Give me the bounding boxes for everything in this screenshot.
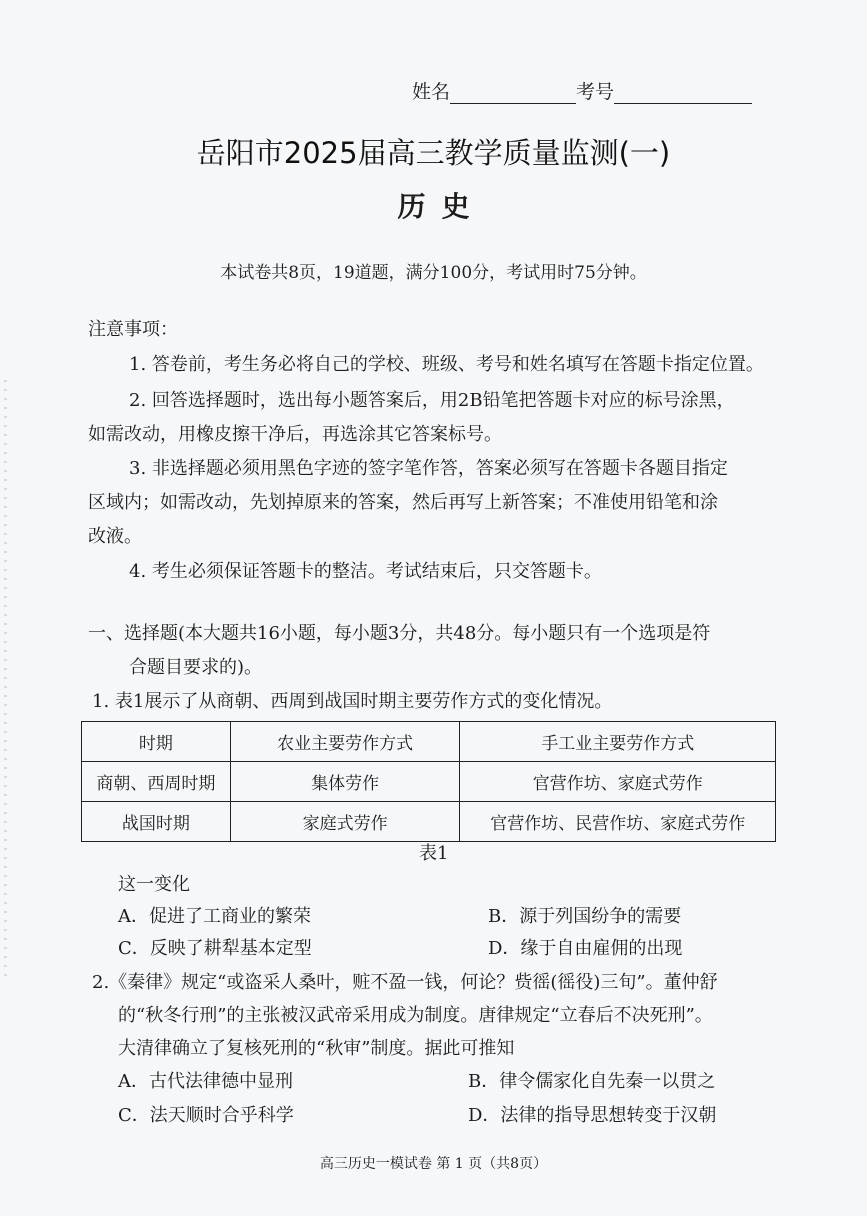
scan-edge-marks: [4, 380, 7, 980]
table-cell: 战国时期: [82, 802, 231, 842]
table-row: [82, 762, 776, 802]
notice-line-2a: 2. 回答选择题时，选出每小题答案后，用2B铅笔把答题卡对应的标号涂黑，: [129, 390, 735, 411]
notice-heading: 注意事项：: [88, 319, 178, 340]
exam-number-label: 考号: [576, 81, 615, 103]
question-2-option-d[interactable]: D．法律的指导思想转变于汉朝: [468, 1105, 717, 1126]
labor-table: [81, 721, 776, 842]
table-cell: 商朝、西周时期: [82, 762, 231, 802]
table-cell: 家庭式劳作: [230, 802, 460, 842]
question-2-option-b[interactable]: B．律令儒家化自先秦一以贯之: [468, 1071, 716, 1092]
notice-line-3c: 改液。: [88, 526, 142, 547]
question-2-line-1: 2.《秦律》规定“或盗采人桑叶，赃不盈一钱，何论？赀徭(徭役)三旬”。董仲舒: [92, 972, 718, 993]
question-1-stem: 1. 表1展示了从商朝、西周到战国时期主要劳作方式的变化情况。: [92, 691, 613, 712]
question-2-option-c[interactable]: C．法天顺时合乎科学: [118, 1105, 294, 1126]
question-1-option-b[interactable]: B．源于列国纷争的需要: [488, 906, 682, 927]
question-1-option-d[interactable]: D．缘于自由雇佣的出现: [488, 938, 683, 959]
question-1-lead: 这一变化: [118, 874, 190, 895]
question-2-option-a[interactable]: A．古代法律德中显刑: [118, 1071, 293, 1092]
notice-line-4: 4. 考生必须保证答题卡的整洁。考试结束后，只交答题卡。: [129, 561, 602, 582]
table-caption: 表1: [419, 843, 449, 864]
question-2-line-3: 大清律确立了复核死刑的“秋审”制度。据此可推知: [118, 1038, 515, 1059]
name-blank[interactable]: [450, 85, 576, 104]
table-cell: 集体劳作: [230, 762, 460, 802]
notice-line-3b: 区域内；如需改动，先划掉原来的答案，然后再写上新答案；不准使用铅笔和涂: [88, 492, 718, 513]
question-1-option-c[interactable]: C．反映了耕犁基本定型: [118, 938, 312, 959]
subject-title: 历史: [397, 190, 486, 223]
notice-line-2b: 如需改动，用橡皮擦干净后，再选涂其它答案标号。: [88, 424, 502, 445]
table-cell: 官营作坊、家庭式劳作: [460, 762, 776, 802]
table-cell: 官营作坊、民营作坊、家庭式劳作: [460, 802, 776, 842]
question-2-line-2: 的“秋冬行刑”的主张被汉武帝采用成为制度。唐律规定“立春后不决死刑”。: [118, 1005, 713, 1026]
table-header-cell: 时期: [82, 722, 231, 762]
name-label: 姓名: [412, 81, 451, 103]
table-header-cell: 手工业主要劳作方式: [460, 722, 776, 762]
page-footer: 高三历史一模试卷 第 1 页（共8页）: [319, 1156, 548, 1172]
exam-title: 岳阳市2025届高三教学质量监测(一): [196, 136, 671, 170]
section-heading-a: 一、选择题(本大题共16小题，每小题3分，共48分。每小题只有一个选项是符: [88, 623, 711, 644]
candidate-info-row: [412, 77, 752, 104]
table-row: [82, 802, 776, 842]
notice-line-3a: 3. 非选择题必须用黑色字迹的签字笔作答，答案必须写在答题卡各题目指定: [129, 458, 728, 479]
table-header-cell: 农业主要劳作方式: [230, 722, 460, 762]
exam-number-blank[interactable]: [614, 85, 752, 104]
exam-meta: 本试卷共8页，19道题，满分100分，考试用时75分钟。: [220, 263, 647, 283]
table-header-row: [82, 722, 776, 762]
question-1-option-a[interactable]: A．促进了工商业的繁荣: [118, 906, 311, 927]
notice-line-1: 1. 答卷前，考生务必将自己的学校、班级、考号和姓名填写在答题卡指定位置。: [129, 354, 764, 375]
section-heading-b: 合题目要求的)。: [129, 657, 263, 678]
